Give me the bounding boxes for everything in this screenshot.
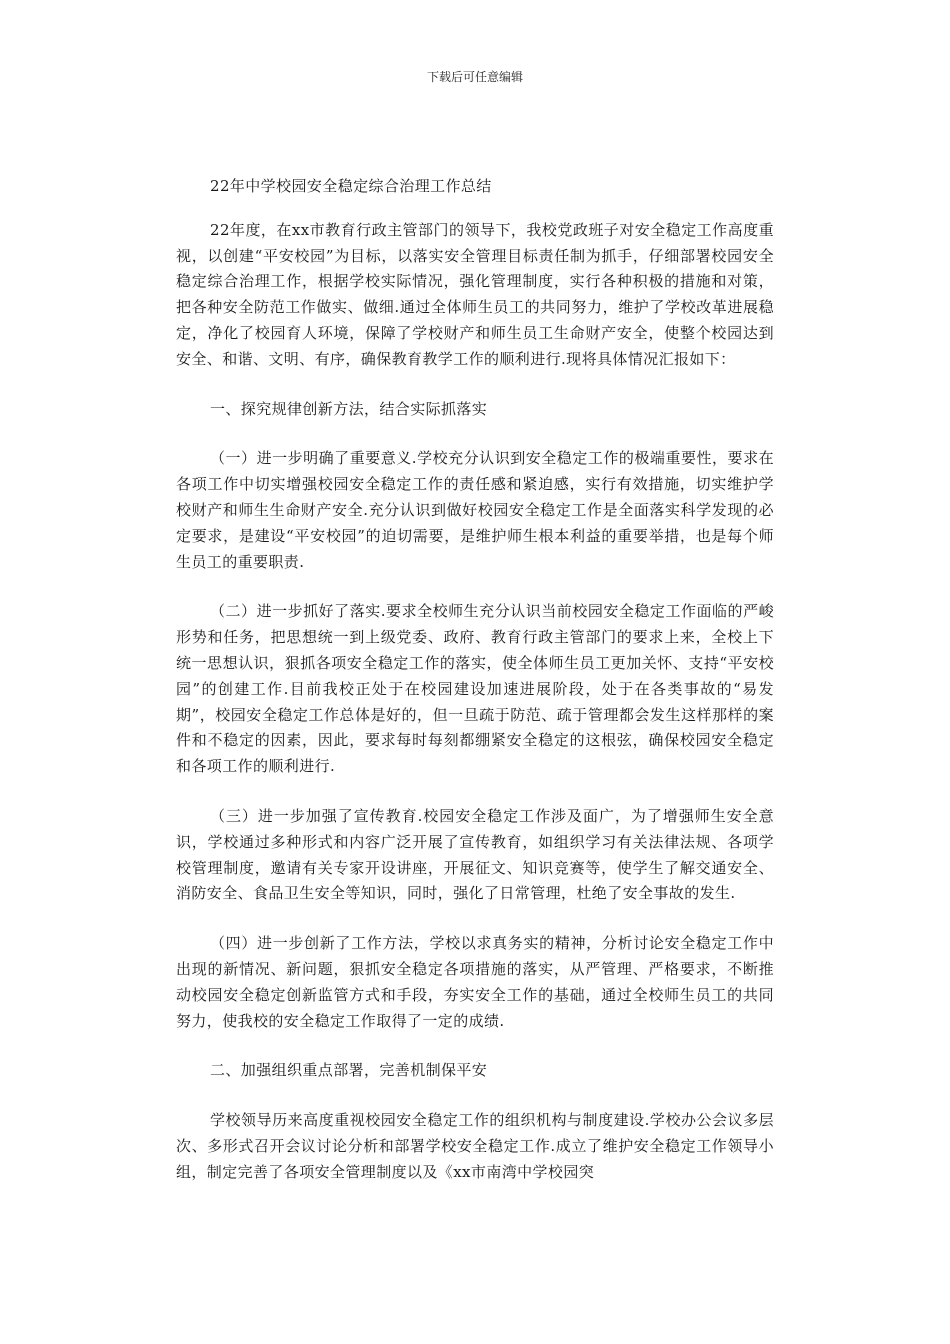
section-heading: 二、加强组织重点部署，完善机制保平安	[210, 1061, 488, 1080]
section-heading: 一、探究规律创新方法，结合实际抓落实	[210, 399, 488, 418]
section-1	[176, 397, 774, 1035]
download-note: 下载后可任意编辑	[426, 70, 523, 84]
section-paragraph: （三）进一步加强了宣传教育.校园安全稳定工作涉及面广，为了增强师生安全意识，学校通过多种形式和内容广泛开展了宣传教育，如组织学习有关法律法规、各项学校管理制度，邀请有关专家开设讲座，开展征文、知识竞赛等，使学生了解交通安全、消防安全、食品卫生安全等知识，同时，强化了日常管理，杜绝了安全事故的发生.	[176, 806, 774, 903]
section-paragraph: （二）进一步抓好了落实.要求全校师生充分认识当前校园安全稳定工作面临的严峻形势和任务，把思想统一到上级党委、政府、教育行政主管部门的要求上来，全校上下统一思想认识，狠抓各项安全稳定工作的落实，使全体师生员工更加关怀、支持“平安校园”的创建工作.目前我校正处于在校园建设加速进展阶段，处于在各类事故的“易发期”，校园安全稳定工作总体是好的，但一旦疏于防范、疏于管理都会发生这样那样的案件和不稳定的因素，因此，要求每时每刻都绷紧安全稳定的这根弦，确保校园安全稳定和各项工作的顺利进行.	[176, 602, 774, 776]
section-2	[176, 1058, 774, 1185]
section-paragraph: 学校领导历来高度重视校园安全稳定工作的组织机构与制度建设.学校办公会议多层次、多形式召开会议讨论分析和部署学校安全稳定工作.成立了维护安全稳定工作领导小组，制定完善了各项安全管理制度以及《xx市南湾中学校园突	[176, 1111, 774, 1181]
section-paragraph: （一）进一步明确了重要意义.学校充分认识到安全稳定工作的极端重要性，要求在各项工作中切实增强校园安全稳定工作的责任感和紧迫感，实行有效措施，切实维护学校财产和师生生命财产安全.充分认识到做好校园安全稳定工作是全面落实科学发现的必定要求，是建设“平安校园”的迫切需要，是维护师生根本利益的重要举措，也是每个师生员工的重要职责.	[176, 449, 774, 571]
section-paragraph: （四）进一步创新了工作方法，学校以求真务实的精神，分析讨论安全稳定工作中出现的新情况、新问题，狠抓安全稳定各项措施的落实，从严管理、严格要求，不断推动校园安全稳定创新监管方式和手段，夯实安全工作的基础，通过全校师生员工的共同努力，使我校的安全稳定工作取得了一定的成绩.	[176, 934, 774, 1030]
document-body	[176, 174, 774, 1210]
document-title: 22年中学校园安全稳定综合治理工作总结	[210, 177, 492, 195]
intro-paragraph: 22年度，在xx市教育行政主管部门的领导下，我校党政班子对安全稳定工作高度重视，以创建“平安校园”为目标，以落实安全管理目标责任制为抓手，仔细部署校园安全稳定综合治理工作，根据学校实际情况，强化管理制度，实行各种积极的措施和对策，把各种安全防范工作做实、做细.通过全体师生员工的共同努力，维护了学校改革进展稳定，净化了校园育人环境，保障了学校财产和师生员工生命财产安全，使整个校园达到安全、和谐、文明、有序，确保教育教学工作的顺利进行.现将具体情况汇报如下：	[176, 220, 774, 368]
